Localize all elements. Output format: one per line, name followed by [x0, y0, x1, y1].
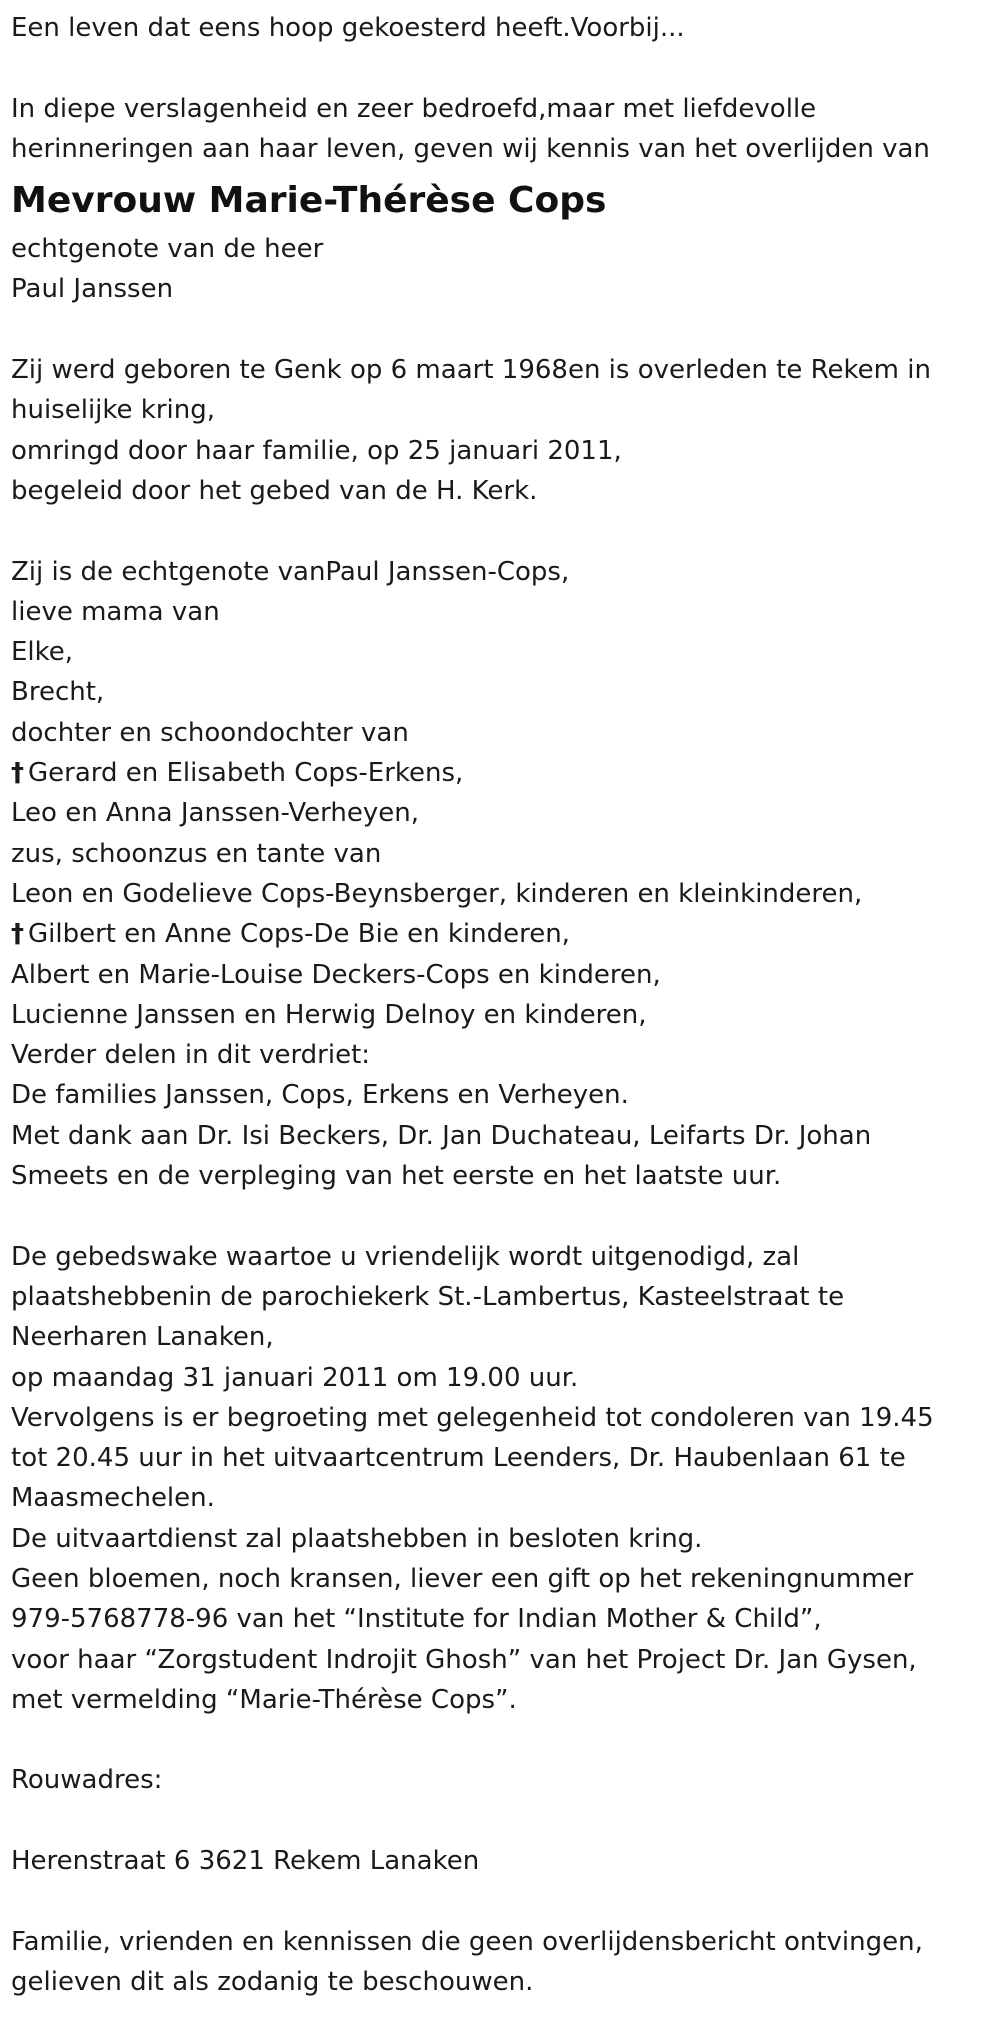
ceremony-line: Vervolgens is er begroeting met gelegenheid tot condoleren van 19.45 — [11, 1402, 934, 1433]
family-line-text: Gerard en Elisabeth Cops-Erkens, — [28, 758, 464, 789]
ceremony-line: plaatshebbenin de parochiekerk St.-Lambertus, Kasteelstraat te — [11, 1281, 845, 1312]
family-line: zus, schoonzus en tante van — [11, 838, 382, 869]
family-line: Elke, — [11, 637, 74, 668]
obituary-document — [11, 8, 986, 2002]
ceremony-line: met vermelding “Marie-Thérèse Cops”. — [11, 1684, 517, 1715]
spacer — [11, 310, 986, 350]
family-line: Zij is de echtgenote vanPaul Janssen-Cops, — [11, 556, 570, 587]
spacer — [11, 1801, 986, 1841]
ceremony-line: De gebedswake waartoe u vriendelijk wordt uitgenodigd, zal — [11, 1241, 800, 1272]
ceremony-line: Geen bloemen, noch kransen, liever een gift op het rekeningnummer — [11, 1563, 914, 1594]
family-line-text: Gilbert en Anne Cops-De Bie en kinderen, — [28, 919, 570, 950]
closing-line-2: gelieven dit als zodanig te beschouwen. — [11, 1966, 534, 1997]
intro-line-1: Een leven dat eens hoop gekoesterd heeft.Voorbij... — [11, 13, 685, 43]
spouse-line-2: Paul Janssen — [11, 274, 174, 305]
closing-line-1: Familie, vrienden en kennissen die geen overlijdensbericht ontvingen, — [11, 1926, 923, 1957]
family-line: Smeets en de verpleging van het eerste en het laatste uur. — [11, 1161, 782, 1192]
deceased-name: Mevrouw Marie-Thérèse Cops — [11, 180, 607, 222]
spouse-line-1: echtgenote van de heer — [11, 234, 324, 265]
birth-line-4: begeleid door het gebed van de H. Kerk. — [11, 475, 538, 506]
family-line: Lucienne Janssen en Herwig Delnoy en kinderen, — [11, 999, 647, 1030]
family-line: Leon en Godelieve Cops-Beynsberger, kinderen en kleinkinderen, — [11, 878, 863, 909]
ceremony-line: Maasmechelen. — [11, 1483, 215, 1514]
spacer — [11, 1881, 986, 1921]
family-line-deceased — [11, 914, 986, 954]
ceremony-line: op maandag 31 januari 2011 om 19.00 uur. — [11, 1362, 579, 1393]
family-line: De families Janssen, Cops, Erkens en Verheyen. — [11, 1080, 629, 1111]
intro-line-2: In diepe verslagenheid en zeer bedroefd,maar met liefdevolle — [11, 93, 817, 124]
family-line: Verder delen in dit verdriet: — [11, 1040, 371, 1071]
birth-line-3: omringd door haar familie, op 25 januari 2011, — [11, 435, 622, 466]
ceremony-line: Neerharen Lanaken, — [11, 1322, 274, 1353]
family-line-deceased — [11, 753, 986, 793]
family-line: Albert en Marie-Louise Deckers-Cops en kinderen, — [11, 959, 661, 990]
family-line: Met dank aan Dr. Isi Beckers, Dr. Jan Duchateau, Leifarts Dr. Johan — [11, 1120, 872, 1151]
birth-line-2: huiselijke kring, — [11, 395, 216, 426]
ceremony-line: De uitvaartdienst zal plaatshebben in besloten kring. — [11, 1523, 703, 1554]
family-line: lieve mama van — [11, 596, 220, 627]
ceremony-line: voor haar “Zorgstudent Indrojit Ghosh” van het Project Dr. Jan Gysen, — [11, 1644, 917, 1675]
spacer — [11, 48, 986, 88]
address-value: Herenstraat 6 3621 Rekem Lanaken — [11, 1846, 480, 1877]
cross-icon: † — [11, 919, 24, 950]
address-label: Rouwadres: — [11, 1765, 163, 1796]
spacer — [11, 1196, 986, 1236]
family-line: dochter en schoondochter van — [11, 717, 409, 748]
birth-line-1: Zij werd geboren te Genk op 6 maart 1968en is overleden te Rekem in — [11, 355, 931, 386]
cross-icon: † — [11, 758, 24, 789]
spacer — [11, 511, 986, 551]
intro-line-3: herinneringen aan haar leven, geven wij kennis van het overlijden van — [11, 133, 930, 164]
family-line: Leo en Anna Janssen-Verheyen, — [11, 798, 419, 829]
ceremony-line: tot 20.45 uur in het uitvaartcentrum Leenders, Dr. Haubenlaan 61 te — [11, 1443, 906, 1474]
ceremony-line: 979-5768778-96 van het “Institute for Indian Mother & Child”, — [11, 1604, 822, 1635]
spacer — [11, 1720, 986, 1760]
family-line: Brecht, — [11, 677, 105, 708]
